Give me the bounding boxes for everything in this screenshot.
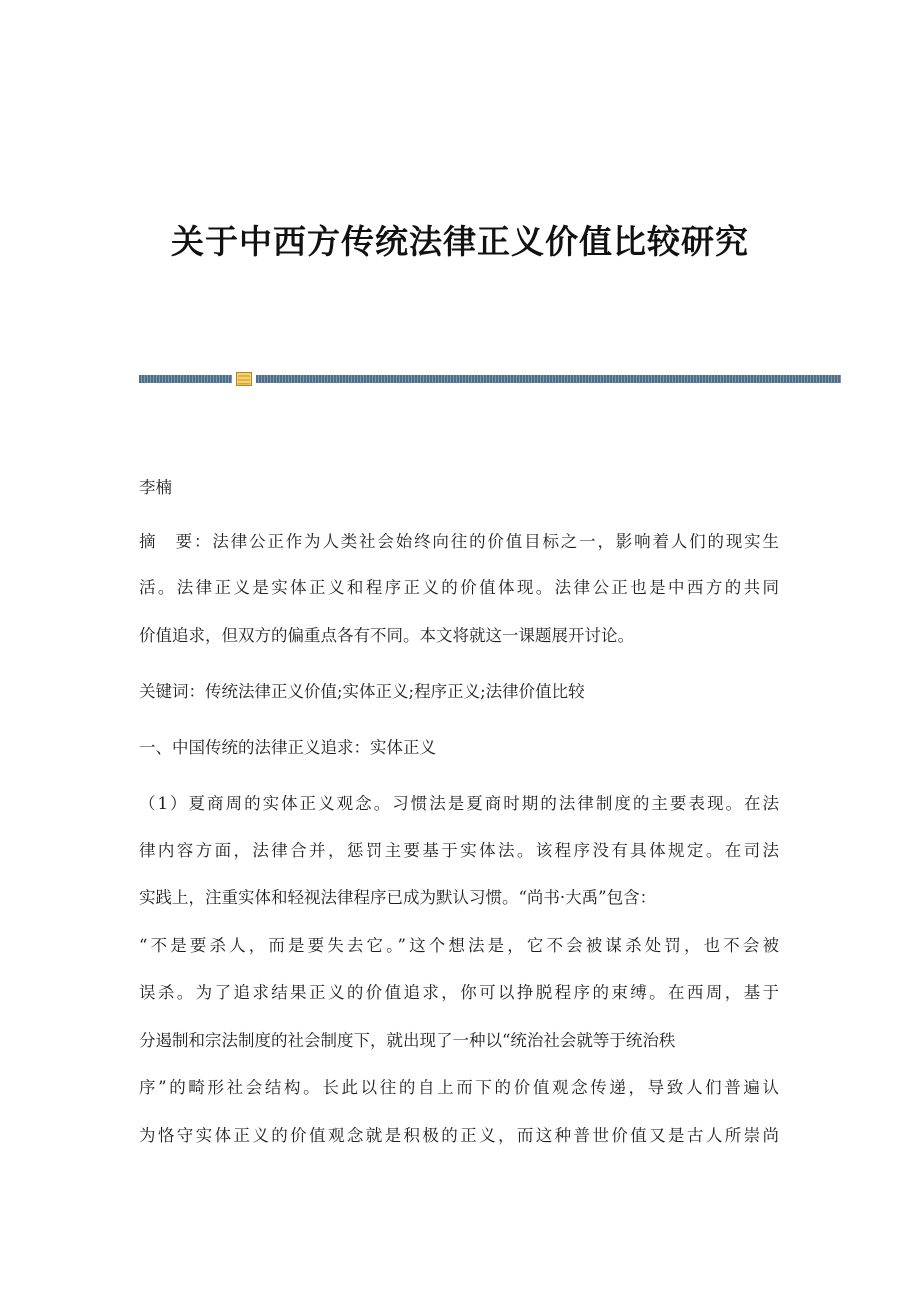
body-line: 序”的畸形社会结构。长此以往的自上而下的价值观念传递，导致人们普遍认 [139,1078,779,1097]
body-line: 实践上，注重实体和轻视法律程序已成为默认习惯。“尚书·大禹”包含： [139,888,657,907]
body-line: 误杀。为了追求结果正义的价值追求，你可以挣脱程序的束缚。在西周，基于 [139,983,779,1002]
abstract-line: 价值追求，但双方的偏重点各有不同。本文将就这一课题展开讨论。 [139,626,634,645]
document-title: 关于中西方传统法律正义价值比较研究 [171,222,749,261]
author-name: 李楠 [139,478,172,497]
abstract-line: 摘 要：法律公正作为人类社会始终向往的价值目标之一，影响着人们的现实生 [139,532,779,551]
body-line: 律内容方面，法律合并，惩罚主要基于实体法。该程序没有具体规定。在司法 [139,841,779,860]
ornament-icon [236,372,252,386]
body-line: 分遏制和宗法制度的社会制度下，就出现了一种以“统治社会就等于统治秩 [139,1031,676,1050]
body-line: 为恪守实体正义的价值观念就是积极的正义，而这种普世价值又是古人所崇尚 [139,1126,779,1145]
title-rule-left [139,375,232,383]
section-heading: 一、中国传统的法律正义追求：实体正义 [139,738,436,757]
body-line: （1）夏商周的实体正义观念。习惯法是夏商时期的法律制度的主要表现。在法 [139,794,779,813]
keywords: 关键词：传统法律正义价值;实体正义;程序正义;法律价值比较 [139,682,585,701]
title-rule-right [256,375,841,383]
body-line: “不是要杀人，而是要失去它。”这个想法是，它不会被谋杀处罚，也不会被 [139,936,779,955]
abstract-line: 活。法律正义是实体正义和程序正义的价值体现。法律公正也是中西方的共同 [139,578,779,597]
